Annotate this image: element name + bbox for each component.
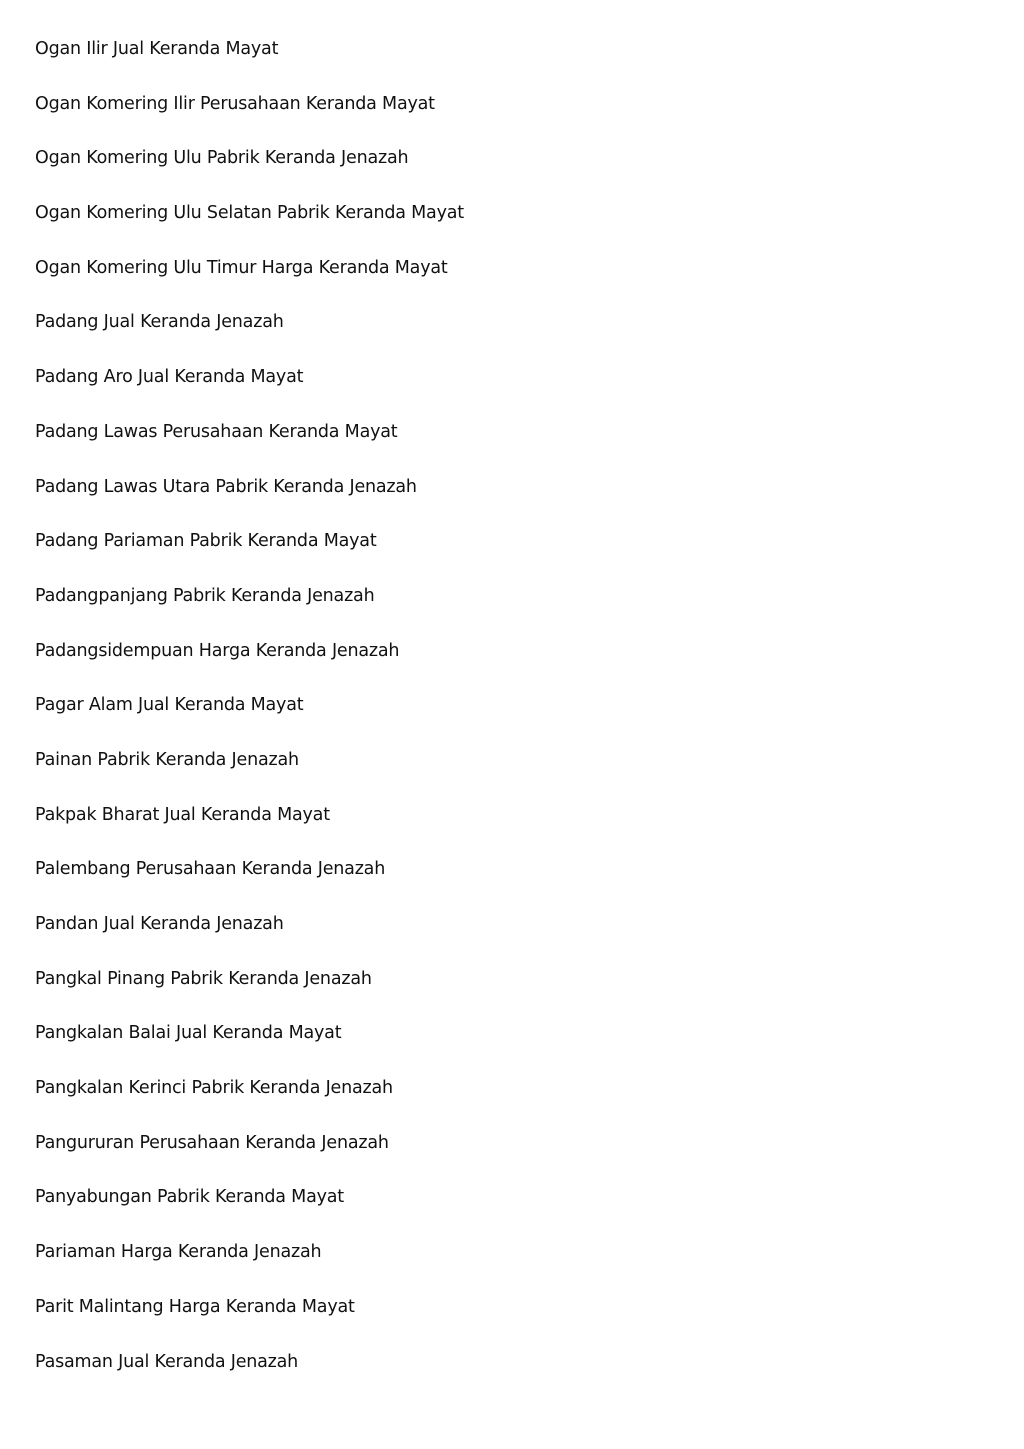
text-line: Pagar Alam Jual Keranda Mayat	[35, 695, 304, 716]
text-line: Pangururan Perusahaan Keranda Jenazah	[35, 1132, 389, 1153]
text-line: Painan Pabrik Keranda Jenazah	[35, 749, 299, 770]
text-line-list	[35, 37, 464, 1404]
text-line: Ogan Komering Ulu Selatan Pabrik Keranda Mayat	[35, 203, 464, 224]
text-line: Padang Jual Keranda Jenazah	[35, 312, 284, 333]
text-line: Palembang Perusahaan Keranda Jenazah	[35, 859, 386, 880]
text-line: Ogan Komering Ulu Timur Harga Keranda Mayat	[35, 257, 448, 278]
text-line: Pakpak Bharat Jual Keranda Mayat	[35, 804, 330, 825]
text-line: Pangkalan Balai Jual Keranda Mayat	[35, 1023, 342, 1044]
text-line: Padangpanjang Pabrik Keranda Jenazah	[35, 585, 375, 606]
text-line: Padang Pariaman Pabrik Keranda Mayat	[35, 531, 377, 552]
text-line: Ogan Komering Ulu Pabrik Keranda Jenazah	[35, 148, 409, 169]
text-line: Parit Malintang Harga Keranda Mayat	[35, 1296, 355, 1317]
text-line: Padangsidempuan Harga Keranda Jenazah	[35, 640, 400, 661]
text-line: Padang Lawas Perusahaan Keranda Mayat	[35, 421, 398, 442]
text-line: Pandan Jual Keranda Jenazah	[35, 914, 284, 934]
text-line: Pasaman Jual Keranda Jenazah	[35, 1351, 299, 1372]
text-line: Ogan Komering Ilir Perusahaan Keranda Mayat	[35, 93, 435, 114]
text-line: Ogan Ilir Jual Keranda Mayat	[35, 39, 279, 59]
text-line: Panyabungan Pabrik Keranda Mayat	[35, 1187, 344, 1208]
text-line: Padang Aro Jual Keranda Mayat	[35, 367, 304, 388]
text-line: Pangkalan Kerinci Pabrik Keranda Jenazah	[35, 1078, 393, 1099]
text-line: Padang Lawas Utara Pabrik Keranda Jenazah	[35, 476, 417, 497]
text-line: Pangkal Pinang Pabrik Keranda Jenazah	[35, 968, 372, 989]
text-line: Pariaman Harga Keranda Jenazah	[35, 1242, 322, 1263]
